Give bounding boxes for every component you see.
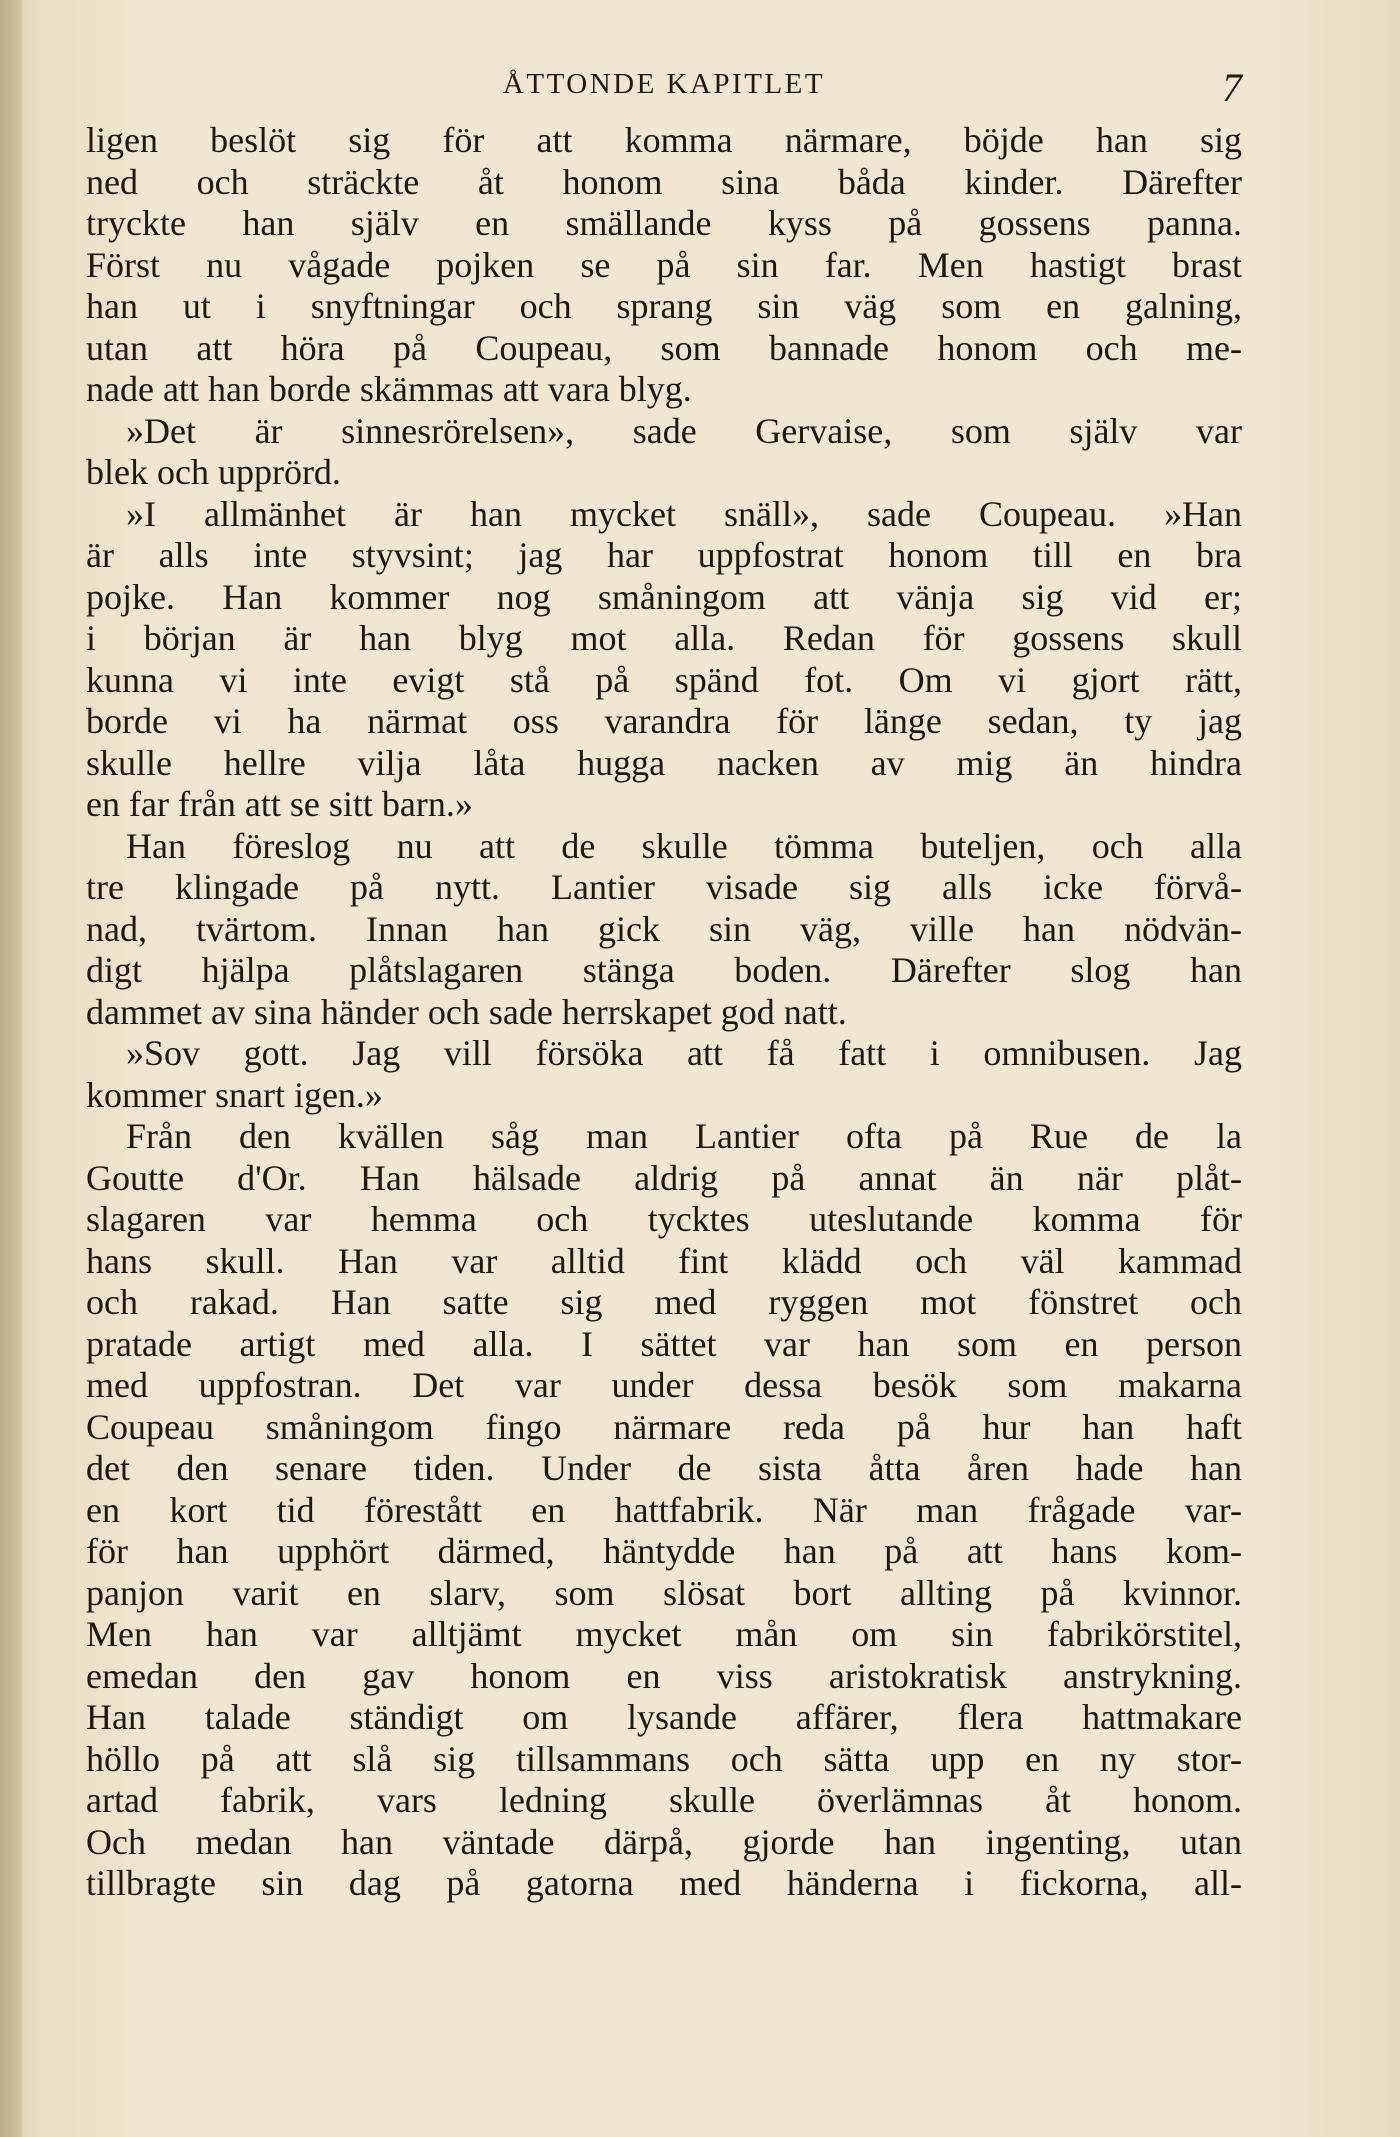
text-line: Från den kvällen såg man Lantier ofta på Rue de la <box>126 1116 1242 1156</box>
text-line: kommer snart igen.» <box>86 1074 383 1115</box>
text-line: i början är han blyg mot alla. Redan för gossens skull <box>86 618 1242 658</box>
text-line: han ut i snyftningar och sprang sin väg som en galning, <box>86 286 1242 326</box>
text-line: tillbragte sin dag på gatorna med händerna i fickorna, all- <box>86 1863 1242 1903</box>
text-line: nade att han borde skämmas att vara blyg. <box>86 369 692 409</box>
text-line: slagaren var hemma och tycktes uteslutande komma för <box>86 1199 1242 1239</box>
paragraph <box>86 120 1242 411</box>
text-line: digt hjälpa plåtslagaren stänga boden. Därefter slog han <box>86 950 1242 990</box>
text-line: ligen beslöt sig för att komma närmare, böjde han sig <box>86 120 1242 160</box>
text-line: pratade artigt med alla. I sättet var han som en person <box>86 1323 1242 1364</box>
text-line: panjon varit en slarv, som slösat bort allting på kvinnor. <box>86 1572 1242 1613</box>
text-line: blek och upprörd. <box>86 452 341 492</box>
body-text <box>86 120 1242 1905</box>
text-line: borde vi ha närmat oss varandra för länge sedan, ty jag <box>86 701 1242 741</box>
text-line: »Sov gott. Jag vill försöka att få fatt i omnibusen. Jag <box>126 1033 1242 1073</box>
text-line: det den senare tiden. Under de sista åtta åren hade han <box>86 1448 1242 1488</box>
paragraph <box>86 826 1242 1034</box>
text-line: »Det är sinnesrörelsen», sade Gervaise, som själv var <box>126 410 1242 451</box>
text-line: en kort tid förestått en hattfabrik. När man frågade var- <box>86 1489 1242 1530</box>
paragraph <box>86 1033 1242 1116</box>
text-line: emedan den gav honom en viss aristokratisk anstrykning. <box>86 1655 1242 1696</box>
text-line: tryckte han själv en smällande kyss på gossens panna. <box>86 203 1242 243</box>
text-line: är alls inte styvsint; jag har uppfostrat honom till en bra <box>86 535 1242 575</box>
text-line: Han talade ständigt om lysande affärer, flera hattmakare <box>86 1697 1242 1737</box>
text-line: Goutte d'Or. Han hälsade aldrig på annat än när plåt- <box>86 1157 1242 1198</box>
text-line: utan att höra på Coupeau, som bannade honom och me- <box>86 327 1242 368</box>
text-line: artad fabrik, vars ledning skulle överlämnas åt honom. <box>86 1780 1242 1820</box>
text-line: Men han var alltjämt mycket mån om sin fabrikörstitel, <box>86 1614 1242 1654</box>
text-line: höllo på att slå sig tillsammans och sätta upp en ny stor- <box>86 1738 1242 1779</box>
text-line: nad, tvärtom. Innan han gick sin väg, ville han nödvän- <box>86 908 1242 949</box>
text-line: med uppfostran. Det var under dessa besök som makarna <box>86 1365 1242 1405</box>
text-line: pojke. Han kommer nog småningom att vänja sig vid er; <box>86 576 1242 617</box>
text-line: en far från att se sitt barn.» <box>86 784 473 824</box>
text-line: dammet av sina händer och sade herrskapet god natt. <box>86 991 847 1032</box>
text-line: ned och sträckte åt honom sina båda kinder. Därefter <box>86 161 1242 202</box>
text-line: Han föreslog nu att de skulle tömma buteljen, och alla <box>126 825 1242 866</box>
page-number: 7 <box>1222 65 1242 110</box>
text-line: Först nu vågade pojken se på sin far. Men hastigt brast <box>86 244 1242 285</box>
text-line: Och medan han väntade därpå, gjorde han ingenting, utan <box>86 1821 1242 1862</box>
paragraph <box>86 1116 1242 1905</box>
text-line: tre klingade på nytt. Lantier visade sig alls icke förvå- <box>86 867 1242 907</box>
running-head <box>86 64 1242 114</box>
text-line: skulle hellre vilja låta hugga nacken av mig än hindra <box>86 742 1242 783</box>
paragraph <box>86 494 1242 826</box>
text-line: »I allmänhet är han mycket snäll», sade Coupeau. »Han <box>126 493 1242 534</box>
text-line: och rakad. Han satte sig med ryggen mot fönstret och <box>86 1282 1242 1322</box>
paragraph <box>86 411 1242 494</box>
text-line: Coupeau småningom fingo närmare reda på hur han haft <box>86 1406 1242 1447</box>
chapter-title: ÅTTONDE KAPITLET <box>502 68 826 100</box>
text-line: kunna vi inte evigt stå på spänd fot. Om vi gjort rätt, <box>86 659 1242 700</box>
text-line: för han upphört därmed, häntydde han på att hans kom- <box>86 1531 1242 1571</box>
page-binding-edge <box>0 0 22 2137</box>
text-line: hans skull. Han var alltid fint klädd och väl kammad <box>86 1240 1242 1281</box>
